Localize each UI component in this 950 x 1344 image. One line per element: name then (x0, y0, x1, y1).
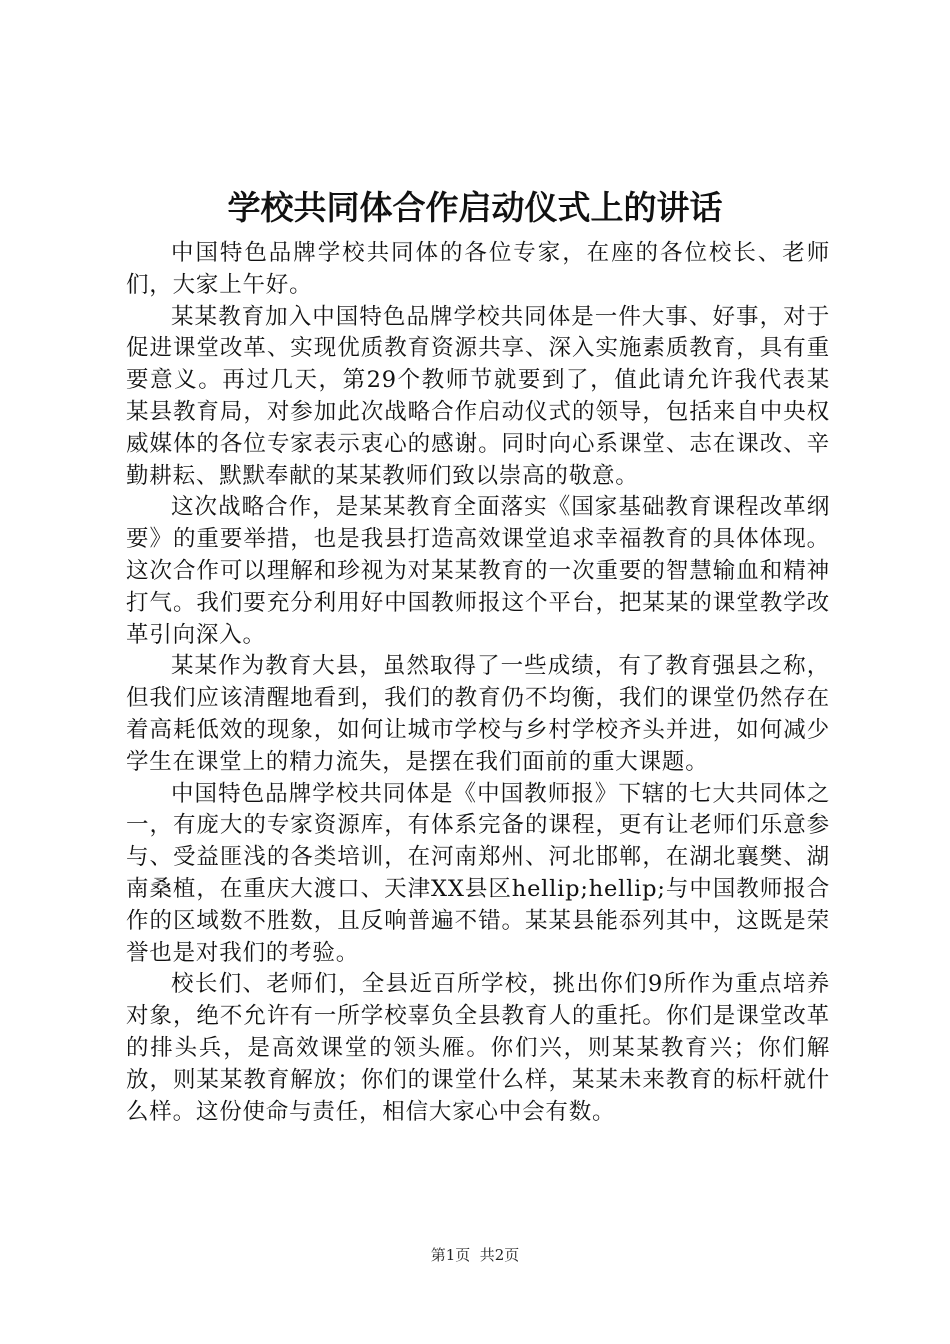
page-footer (0, 1245, 950, 1265)
paragraph-challenges: 某某作为教育大县，虽然取得了一些成绩，有了教育强县之称，但我们应该清醒地看到，我们的教育仍不均衡，我们的课堂仍然存在着高耗低效的现象，如何让城市学校与乡村学校齐头并进，如何减少学生在课堂上的精力流失，是摆在我们面前的重大课题。 (126, 653, 830, 775)
paragraph-community: 中国特色品牌学校共同体是《中国教师报》下辖的七大共同体之一，有庞大的专家资源库，有体系完备的课程，更有让老师们乐意参与、受益匪浅的各类培训，在河南郑州、河北邯郸，在湖北襄樊、湖南桑植，在重庆大渡口、天津XX县区hellip;hellip;与中国教师报合作的区域数不胜数，且反响普遍不错。某某县能忝列其中，这既是荣誉也是对我们的考验。 (126, 780, 830, 966)
document-title: 学校共同体合作启动仪式上的讲话 (227, 188, 723, 227)
paragraph-mission: 校长们、老师们，全县近百所学校，挑出你们9所作为重点培养对象，绝不允许有一所学校辜负全县教育人的重托。你们是课堂改革的排头兵，是高效课堂的领头雁。你们兴，则某某教育兴；你们解放，则某某教育解放；你们的课堂什么样，某某未来教育的标杆就什么样。这份使命与责任，相信大家心中会有数。 (126, 971, 830, 1125)
paragraph-significance: 某某教育加入中国特色品牌学校共同体是一件大事、好事，对于促进课堂改革、实现优质教育资源共享、深入实施素质教育，具有重要意义。再过几天，第29个教师节就要到了，值此请允许我代表某某县教育局，对参加此次战略合作启动仪式的领导，包括来自中央权威媒体的各位专家表示衷心的感谢。同时向心系课堂、志在课改、辛勤耕耘、默默奉献的某某教师们致以崇高的敬意。 (126, 303, 830, 489)
paragraph-greeting: 中国特色品牌学校共同体的各位专家，在座的各位校长、老师们，大家上午好。 (126, 240, 830, 298)
page-number: 第1页 共2页 (430, 1246, 520, 1264)
paragraph-cooperation: 这次战略合作，是某某教育全面落实《国家基础教育课程改革纲要》的重要举措，也是我县打造高效课堂追求幸福教育的具体体现。这次合作可以理解和珍视为对某某教育的一次重要的智慧输血和精神打气。我们要充分利用好中国教师报这个平台，把某某的课堂教学改革引向深入。 (126, 494, 830, 648)
document-body (126, 238, 830, 1128)
